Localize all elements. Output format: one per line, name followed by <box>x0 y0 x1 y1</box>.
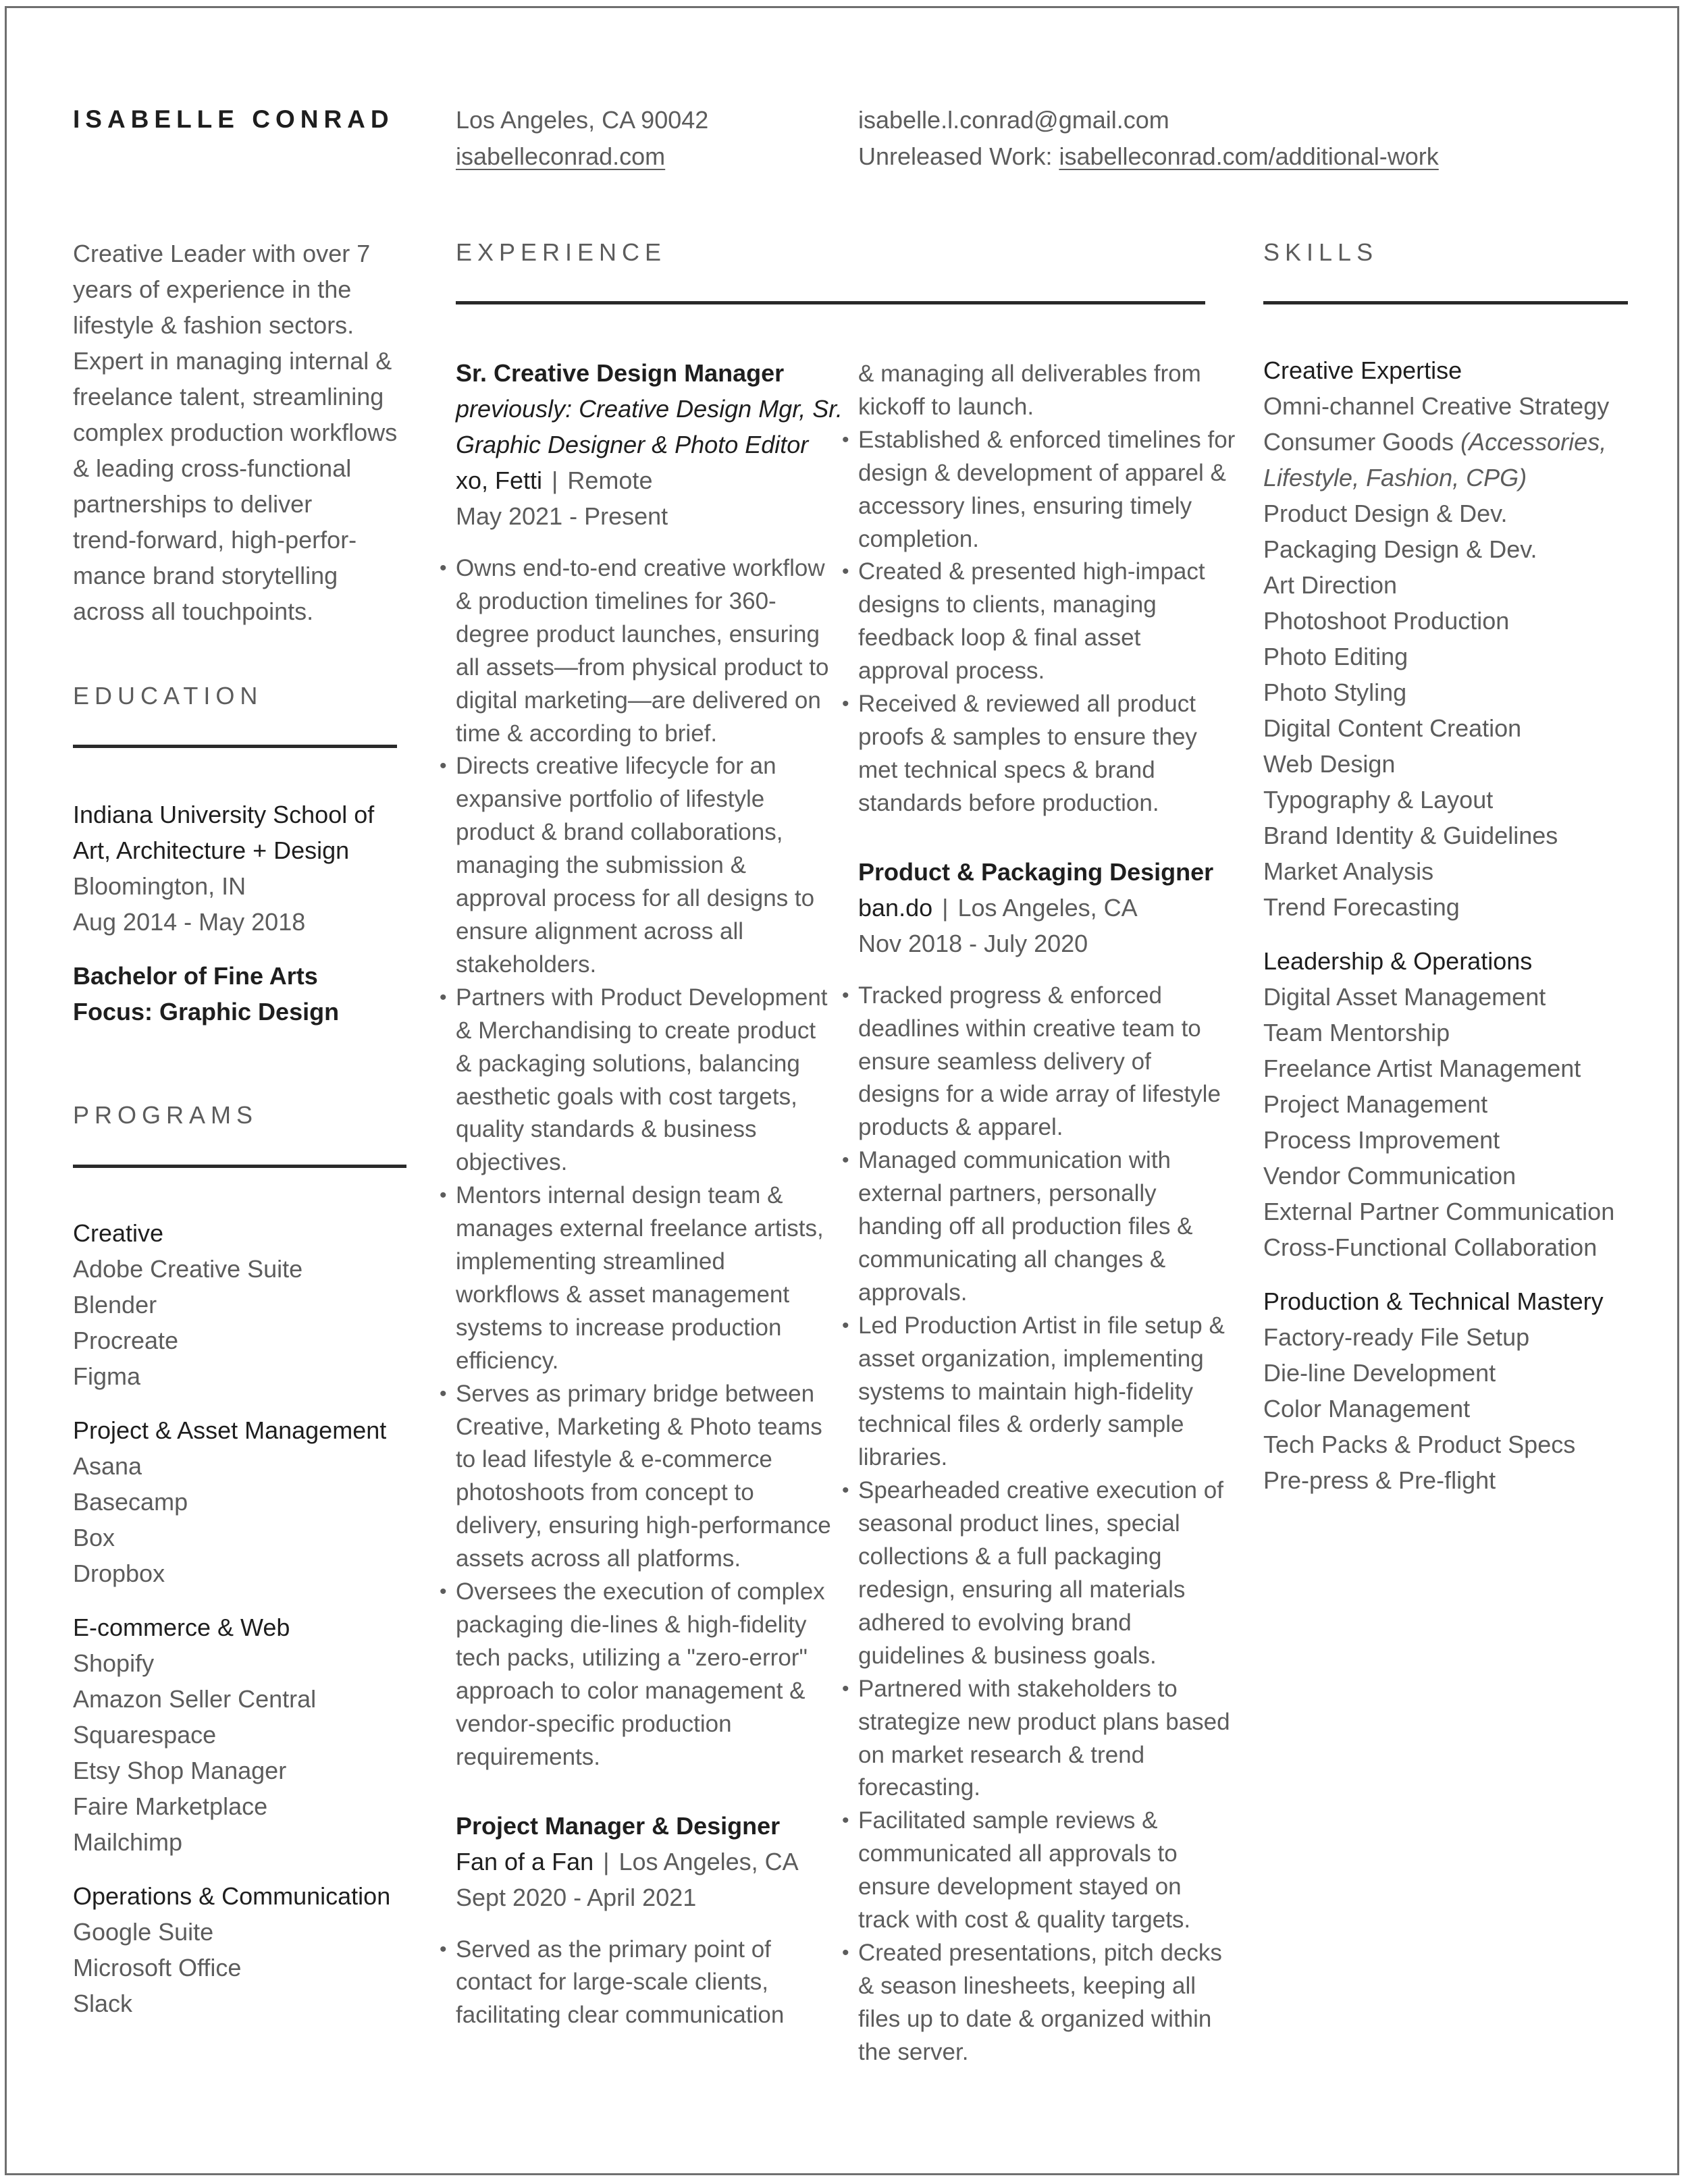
summary-line: Expert in managing internal & <box>73 347 392 375</box>
skill-item: Photo Styling <box>1263 678 1407 706</box>
skill-item: Typography & Layout <box>1263 786 1494 814</box>
skill-item: Brand Identity & Guidelines <box>1263 822 1558 849</box>
job2-location: Los Angeles, CA <box>618 1847 799 1875</box>
summary-line: across all touchpoints. <box>73 597 314 625</box>
skill-item: Die-line Development <box>1263 1359 1496 1387</box>
skill-item: Photoshoot Production <box>1263 607 1510 635</box>
job2-bullet: • Created & presented high-impact designs to clients, managing feedback loop & final asset approval process. <box>858 556 1236 688</box>
skill-item: Color Management <box>1263 1395 1471 1422</box>
summary-line: years of experience in the <box>73 275 352 303</box>
job3-bullet: • Spearheaded creative execution of seasonal product lines, special collections & a full packaging redesign, ensuring all materials adhered to evolving brand guidelines & business goals. <box>858 1474 1236 1672</box>
program-group-title: Project & Asset Management <box>73 1416 387 1444</box>
job1-bullet: • Mentors internal design team & manages external freelance artists, implementing streamlined workflows & asset management systems to increase production efficiency. <box>456 1179 834 1377</box>
job3-bullet: • Partnered with stakeholders to strategize new product plans based on market research & trend forecasting. <box>858 1673 1236 1805</box>
program-item: Etsy Shop Manager <box>73 1757 287 1784</box>
skill-item: Trend Forecasting <box>1263 893 1460 921</box>
degree: Bachelor of Fine Arts <box>73 962 318 990</box>
programs-rule <box>73 1165 406 1168</box>
job2-bullet: • Served as the primary point of contact for large-scale clients, facilitating clear communication <box>456 1934 834 2033</box>
skill-item: Process Improvement <box>1263 1126 1500 1154</box>
skill-item: Product Design & Dev. <box>1263 500 1508 527</box>
job3-dates: Nov 2018 - July 2020 <box>858 929 1088 957</box>
program-item: Shopify <box>73 1649 155 1677</box>
skill-item: Freelance Artist Management <box>1263 1055 1581 1082</box>
job3-location: Los Angeles, CA <box>957 893 1138 922</box>
skill-item: Art Direction <box>1263 571 1398 599</box>
program-group-title: Operations & Communication <box>73 1882 391 1910</box>
education-rule <box>73 745 397 748</box>
experience-heading: EXPERIENCE <box>456 238 667 266</box>
program-item: Adobe Creative Suite <box>73 1255 303 1283</box>
website-link[interactable]: isabelleconrad.com <box>456 142 666 170</box>
experience-column-b <box>858 358 1236 2069</box>
job3-bullet: • Tracked progress & enforced deadlines within creative team to ensure seamless delivery of designs for a wide array of lifestyle products & apparel. <box>858 980 1236 1145</box>
program-item: Dropbox <box>73 1560 165 1587</box>
skill-item: Packaging Design & Dev. <box>1263 535 1537 563</box>
header-contact-block <box>858 102 1439 175</box>
skill-item: Web Design <box>1263 750 1396 778</box>
skill-item: Market Analysis <box>1263 857 1434 885</box>
program-item: Box <box>73 1524 115 1551</box>
skill-item: Vendor Communication <box>1263 1162 1516 1190</box>
experience-rule <box>456 301 1205 304</box>
program-item: Slack <box>73 1990 133 2017</box>
location-text: Los Angeles, CA 90042 <box>456 106 709 134</box>
job3-bullet: • Created presentations, pitch decks & season linesheets, keeping all files up to date & organized within the server. <box>858 1937 1236 2069</box>
program-group-title: Creative <box>73 1219 164 1247</box>
job3-bullets <box>858 980 1236 2069</box>
summary-line: complex production workflows <box>73 419 398 446</box>
skill-item: Consumer Goods <box>1263 428 1461 456</box>
program-item: Squarespace <box>73 1721 217 1749</box>
job2-separator: | <box>603 1847 610 1875</box>
school-name-line1: Indiana University School of <box>73 801 375 828</box>
skills-heading: SKILLS <box>1263 238 1379 266</box>
job1-bullet: • Oversees the execution of complex packaging die-lines & high-fidelity tech packs, utilizing a "zero-error" approach to color management & vendor-specific production requirements. <box>456 1576 834 1774</box>
skills-group-title: Leadership & Operations <box>1263 947 1533 975</box>
skills-group-title: Creative Expertise <box>1263 356 1462 384</box>
job1-title: Sr. Creative Design Manager <box>456 359 785 387</box>
unreleased-work-link[interactable]: isabelleconrad.com/additional-work <box>1059 142 1439 170</box>
skill-item: External Partner Communication <box>1263 1198 1615 1225</box>
job1-dates: May 2021 - Present <box>456 502 668 530</box>
email-text[interactable]: isabelle.l.conrad@gmail.com <box>858 106 1169 134</box>
job1-separator: | <box>552 467 558 494</box>
program-item: Faire Marketplace <box>73 1792 268 1820</box>
skills-list <box>1263 352 1614 1498</box>
job1-bullet: • Owns end-to-end creative workflow & production timelines for 360-degree product launches, ensuring all assets—from physical product to digital marketing—are delivered on time & according to brief. <box>456 552 834 750</box>
job3-bullet: • Facilitated sample reviews & communicated all approvals to ensure development stayed on track with cost & quality targets. <box>858 1805 1236 1937</box>
job2-title: Project Manager & Designer <box>456 1811 781 1840</box>
programs-heading: PROGRAMS <box>73 1101 259 1129</box>
skill-item-detail: Lifestyle, Fashion, CPG) <box>1263 464 1527 491</box>
program-item: Microsoft Office <box>73 1954 242 1981</box>
summary-line: mance brand storytelling <box>73 562 338 589</box>
school-dates: Aug 2014 - May 2018 <box>73 908 306 936</box>
program-item: Mailchimp <box>73 1828 183 1856</box>
job1-bullet: • Partners with Product Development & Merchandising to create product & packaging solutions, balancing aesthetic goals with cost targets, quality standards & business objectives. <box>456 982 834 1179</box>
program-item: Asana <box>73 1452 142 1480</box>
unreleased-label: Unreleased Work: <box>858 142 1059 170</box>
candidate-name: ISABELLE CONRAD <box>73 105 394 133</box>
job3-separator: | <box>942 893 949 922</box>
header-location-block <box>456 102 708 175</box>
job2-bullets-continued <box>858 358 1236 820</box>
job1-previous-line2: Graphic Designer & Photo Editor <box>456 431 809 458</box>
program-item: Procreate <box>73 1327 179 1354</box>
job3-company: ban.do <box>858 893 933 922</box>
program-item: Amazon Seller Central <box>73 1685 317 1713</box>
school-city: Bloomington, IN <box>73 872 246 900</box>
skill-item: Pre-press & Pre-flight <box>1263 1466 1496 1494</box>
job3-bullet: • Managed communication with external partners, personally handing off all production files & communicating all changes & approvals. <box>858 1144 1236 1310</box>
skill-item: Factory-ready File Setup <box>1263 1323 1530 1351</box>
job2-dates: Sept 2020 - April 2021 <box>456 1883 697 1911</box>
summary-line: Creative Leader with over 7 <box>73 240 371 267</box>
skill-item-detail: (Accessories, <box>1460 428 1607 456</box>
education-entry <box>73 797 374 1030</box>
program-item: Google Suite <box>73 1918 214 1946</box>
program-item: Basecamp <box>73 1488 188 1516</box>
job2-company: Fan of a Fan <box>456 1847 594 1875</box>
job1-location: Remote <box>567 467 653 494</box>
job1-bullets <box>456 552 834 1774</box>
job1-bullet: • Directs creative lifecycle for an expansive portfolio of lifestyle product & brand collaborations, managing the submission & approval process for all designs to ensure alignment across all stakeholders. <box>456 750 834 981</box>
job2-bullet: • Established & enforced timelines for design & development of apparel & accessory lines, ensuring timely completion. <box>858 424 1236 556</box>
summary-line: lifestyle & fashion sectors. <box>73 311 354 339</box>
job3-bullet: • Led Production Artist in file setup & asset organization, implementing systems to maintain high-fidelity technical files & orderly sample libraries. <box>858 1310 1236 1475</box>
summary-line: & leading cross-functional <box>73 454 352 482</box>
job1-bullet: • Serves as primary bridge between Creative, Marketing & Photo teams to lead lifestyle & e-commerce photoshoots from concept to delivery, ensuring high-performance assets across all platforms. <box>456 1378 834 1576</box>
skill-item: Digital Content Creation <box>1263 714 1522 742</box>
skill-item: Omni-channel Creative Strategy <box>1263 392 1610 420</box>
job1-company: xo, Fetti <box>456 467 543 494</box>
skills-group-title: Production & Technical Mastery <box>1263 1287 1604 1315</box>
program-item: Figma <box>73 1362 141 1390</box>
summary-line: partnerships to deliver <box>73 490 313 518</box>
job2-bullet-continued: & managing all deliverables from kickoff to launch. <box>858 361 1201 420</box>
school-name-line2: Art, Architecture + Design <box>73 836 350 864</box>
job3-title: Product & Packaging Designer <box>858 857 1214 886</box>
skill-item: Digital Asset Management <box>1263 983 1546 1011</box>
skill-item: Project Management <box>1263 1090 1488 1118</box>
skill-item: Tech Packs & Product Specs <box>1263 1431 1576 1458</box>
program-group-title: E-commerce & Web <box>73 1614 290 1641</box>
programs-list <box>73 1215 390 2021</box>
job1-previous-line1: previously: Creative Design Mgr, Sr. <box>456 395 843 423</box>
skill-item: Team Mentorship <box>1263 1019 1450 1046</box>
program-item: Blender <box>73 1291 157 1319</box>
summary-line: trend-forward, high-perfor- <box>73 526 357 554</box>
job2-bullets <box>456 1934 834 2033</box>
education-heading: EDUCATION <box>73 682 263 710</box>
skills-rule <box>1263 301 1628 304</box>
experience-column-a <box>456 355 843 2032</box>
skill-item: Cross-Functional Collaboration <box>1263 1233 1598 1261</box>
job2-bullet: • Received & reviewed all product proofs & samples to ensure they met technical specs & brand standards before production. <box>858 688 1236 820</box>
skill-item: Photo Editing <box>1263 643 1408 670</box>
degree-focus: Focus: Graphic Design <box>73 998 340 1026</box>
summary-line: freelance talent, streamlining <box>73 383 384 410</box>
summary <box>73 236 451 629</box>
